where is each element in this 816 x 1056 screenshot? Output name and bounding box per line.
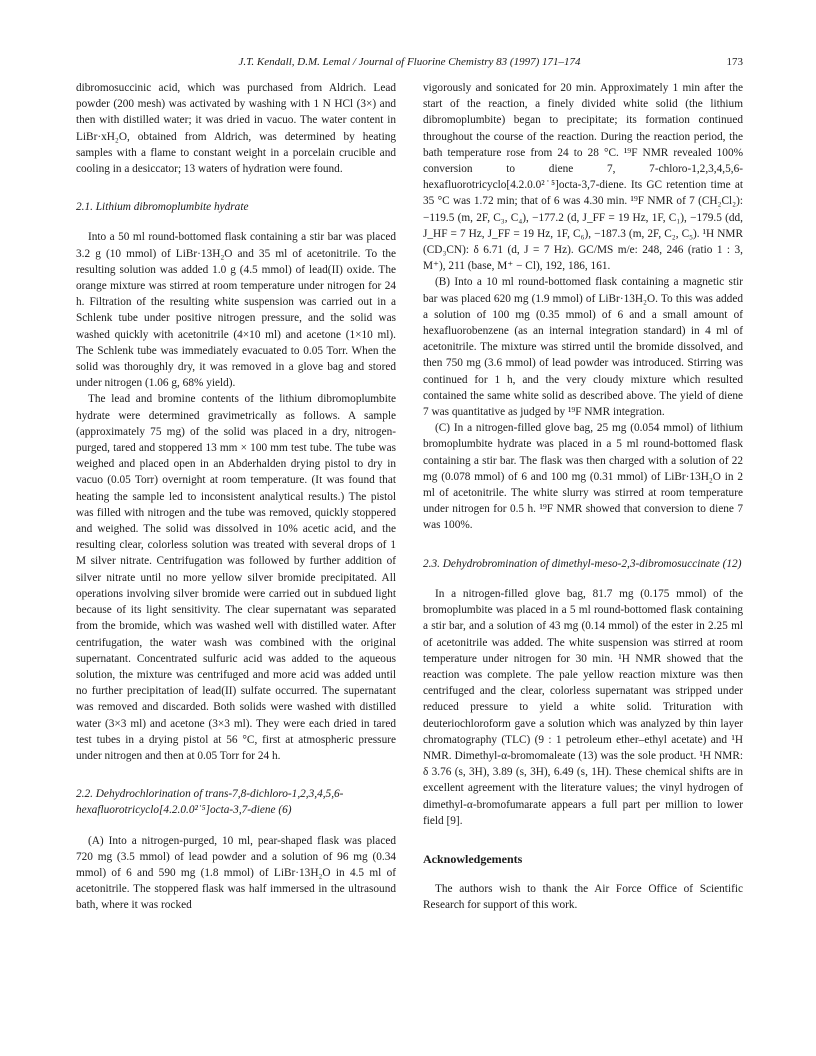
running-title: J.T. Kendall, D.M. Lemal / Journal of Fluorine Chemistry 83 (1997) 171–174 [238, 56, 581, 68]
acknowledgements-heading: Acknowledgements [423, 851, 523, 866]
body-paragraph: (B) Into a 10 ml round-bottomed flask containing a magnetic stir bar was placed 620 mg (1.9 mmol) of LiBr·13H₂O. To this was added a solution of 100 mg (0.35 mmol) of 6 and a small amount of hexafluorobenzene (as an internal integration standard) in 4 ml of acetonitrile. The mixture was stirred until the bromide dissolved, and then 750 mg (3.6 mmol) of lead powder was introduced. Stirring was continued for 1 h, and the very cloudy mixture which resulted contained the same white solid as described above. The yield of diene 7 was quantitative as judged by ¹⁹F NMR integration. [423, 276, 743, 419]
section-heading-2-3: 2.3. Dehydrobromination of dimethyl-meso-2,3-dibromosuccinate (12) [423, 557, 742, 570]
body-paragraph: The lead and bromine contents of the lithium dibromoplumbite hydrate were determined gravimetrically as follows. A sample (approximately 75 mg) of the solid was placed in a dry, nitrogen-purged, tared and stoppered 13 mm × 100 mm test tube. The tube was weighed and placed open in an Abderhalden drying pistol to dry in vacuo (0.05 Torr) overnight at room temperature. (It was found that heating the sample led to inconsistent analytical results.) The pistol was filled with nitrogen and the tube was removed, quickly stoppered and weighed. The solid was dissolved in 10% acetic acid, and the resulting clear, colorless solution was treated with several drops of 1 M silver nitrate. Centrifugation was followed by further addition of silver nitrate until no more yellow silver bromide precipitated. All operations involving silver bromide were carried out in subdued light because of its light sensitivity. The clear supernatant was separated from the bromide, which was washed well with distilled water. After centrifugation, the water wash was combined with the original supernatant. Concentrated sulfuric acid was added to the aqueous solution, the mixture was centrifuged and more acid was added until no further precipitation of lead(II) sulfate occurred. The supernatant was removed and discarded. Both solids were washed with distilled water (3×3 ml) and acetone (3×3 ml). They were each dried in tared test tubes in a drying pistol at 56 °C, first at atmospheric pressure under nitrogen and then at 0.05 Torr for 24 h. [76, 393, 396, 762]
body-paragraph: dibromosuccinic acid, which was purchased from Aldrich. Lead powder (200 mesh) was activated by washing with 1 N HCl (3×) and then with distilled water; it was dried in vacuo. The water content in LiBr·xH₂O, obtained from Aldrich, was determined by heating samples with a flame to constant weight in a porcelain crucible and cooling in a desiccator; 13 waters of hydration were found. [76, 82, 396, 176]
section-heading-2-1: 2.1. Lithium dibromoplumbite hydrate [76, 201, 249, 214]
body-paragraph: In a nitrogen-filled glove bag, 81.7 mg (0.175 mmol) of the bromoplumbite was placed in a 5 ml round-bottomed flask containing a stir bar, and a solution of 43 mg (0.14 mmol) of the ester in 2.25 ml of acetonitrile was added. The white suspension was stirred at room temperature under nitrogen for 30 min. ¹H NMR showed that the reaction was complete. The pale yellow reaction mixture was then centrifuged and the clear, colorless supernatant was stripped under reduced pressure to yield a white solid. Trituration with deuteriochloroform gave a solution which was analyzed by thin layer chromatography (TLC) (9 : 1 petroleum ether–ethyl acetate) and ¹H NMR. Dimethyl-α-bromomaleate (13) was the sole product. ¹H NMR: δ 3.76 (s, 3H), 3.89 (s, 3H), 6.49 (s, 1H). These chemical shifts are in excellent agreement with the literature values; the vinyl hydrogen of dimethyl-α-bromofumarate appears a full part per million to lower field [9]. [423, 587, 743, 827]
body-paragraph: (C) In a nitrogen-filled glove bag, 25 mg (0.054 mmol) of lithium bromoplumbite hydrate was placed in a 5 ml round-bottomed flask containing a stir bar. The flask was then charged with a solution of 22 mg (0.078 mmol) of 6 and 100 mg (0.31 mmol) of LiBr·13H₂O in 2 ml of acetonitrile. The white slurry was stirred at room temperature under nitrogen for 0.5 h. ¹⁹F NMR showed that conversion to diene 7 was 100%. [423, 422, 743, 532]
body-paragraph: vigorously and sonicated for 20 min. Approximately 1 min after the start of the reaction, a finely divided white solid (the lithium dibromoplumbite) began to precipitate; its formation continued throughout the course of the reaction. During the reaction period, the bath temperature rose from 24 to 28 °C. ¹⁹F NMR revealed 100% conversion to diene 7, 7-chloro-1,2,3,4,5,6-hexafluorotricyclo[4.2.0.0²˙⁵]octa-3,7-diene. Its GC retention time at 35 °C was 1.72 min; that of 6 was 4.30 min. ¹⁹F NMR of 7 (CH₂Cl₂): −119.5 (m, 2F, C₃, C₄), −177.2 (d, J_FF = 19 Hz, 1F, C₁), −179.5 (dd, J_HF = 7 Hz, J_FF = 19 Hz, 1F, C₆), −187.3 (m, 2F, C₂, C₅). ¹H NMR (CD₃CN): δ 6.71 (d, J = 7 Hz). GC/MS m/e: 248, 246 (ratio 1 : 3, M⁺), 211 (base, M⁺ − Cl), 192, 186, 161. [423, 82, 743, 273]
body-paragraph: Into a 50 ml round-bottomed flask containing a stir bar was placed 3.2 g (10 mmol) of LiBr·13H₂O and 35 ml of acetonitrile. To the resulting solution was added 1.0 g (4.5 mmol) of lead(II) oxide. The orange mixture was stirred at room temperature under nitrogen for 24 h. Filtration of the resulting white suspension was carried out in a Schlenk tube under positive nitrogen pressure, and the solid was washed quickly with acetonitrile (4×10 ml) and acetone (1×10 ml). The Schlenk tube was immediately evacuated to 0.05 Torr. When the solid was thoroughly dry, it was removed in a glove bag and stored under nitrogen (1.06 g, 68% yield). [76, 231, 396, 390]
body-paragraph: (A) Into a nitrogen-purged, 10 ml, pear-shaped flask was placed 720 mg (3.5 mmol) of lead powder and a solution of 96 mg (0.34 mmol) of 6 and 590 mg (1.8 mmol) of LiBr·13H₂O in 4.5 ml of acetonitrile. The stoppered flask was half immersed in the ultrasound bath, where it was rocked [76, 834, 396, 912]
right-column [423, 80, 743, 914]
page-number: 173 [726, 56, 743, 68]
left-column [76, 80, 396, 914]
section-heading-2-2: 2.2. Dehydrochlorination of trans-7,8-dichloro-1,2,3,4,5,6-hexafluorotricyclo[4.2.0.0²˙⁵]octa-3,7-diene (6) [76, 788, 344, 817]
acknowledgements-text: The authors wish to thank the Air Force Office of Scientific Research for support of this work. [423, 883, 743, 912]
running-header [76, 56, 743, 72]
